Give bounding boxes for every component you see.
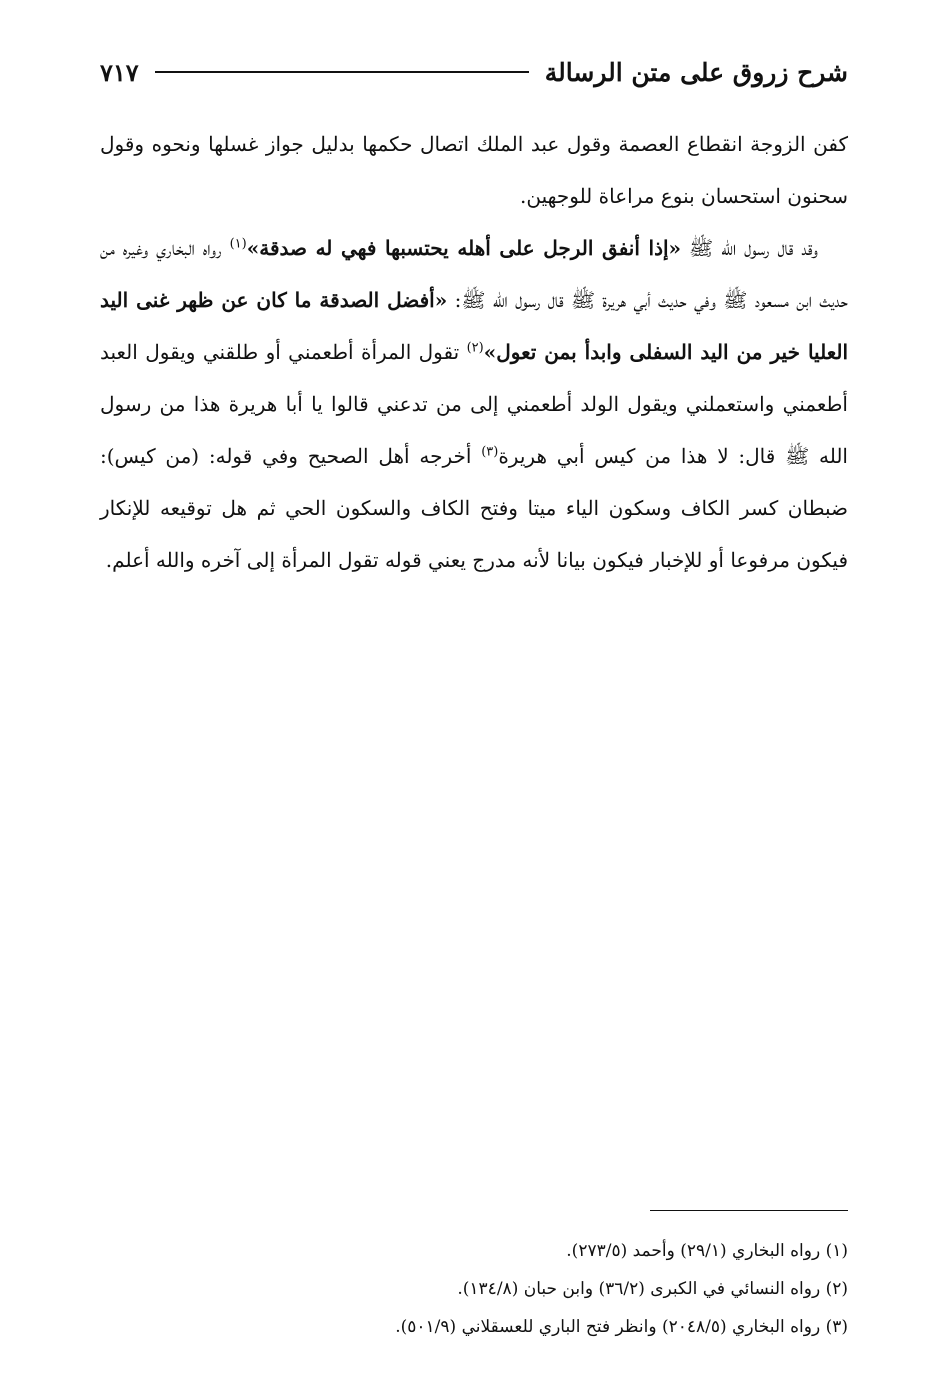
hadith-quote-2: «أفضل الصدقة ما كان عن ظهر غنى اليد العليا خير من اليد السفلى وابدأ بمن تعول» — [100, 288, 848, 364]
text-segment: رواه البخاري وغيره من حديث ابن مسعود ﷺ وفي حديث أبي هريرة ﷺ قال رسول الله ﷺ: — [100, 236, 848, 312]
footnote-ref-1: (١) — [229, 236, 247, 252]
footnote-ref-2: (٢) — [466, 340, 484, 356]
footnote-2: (٢) رواه النسائي في الكبرى (٣٦/٢) وابن حبان (١٣٤/٨). — [457, 1279, 848, 1299]
footnote-separator — [650, 1210, 848, 1211]
header-title: شرح زروق على متن الرسالة — [544, 57, 848, 87]
footnote-1: (١) رواه البخاري (٢٩/١) وأحمد (٢٧٣/٥). — [566, 1241, 848, 1261]
text-segment: أخرجه أهل الصحيح وفي قوله: (من كيس): ضبطان كسر الكاف وسكون الياء ميتا وفتح الكاف والسكون الحي ثم هل توقيعه للإنكار فيكون مرفوعا أو للإخبار فيكون بيانا لأنه مدرج يعني قوله تقول المرأة إلى آخره والله أعلم. — [100, 444, 848, 572]
text-segment: وقد قال رسول الله ﷺ — [681, 236, 818, 260]
hadith-quote-1: «إذا أنفق الرجل على أهله يحتسبها فهي له صدقة» — [246, 236, 682, 260]
footnote-ref-3: (٣) — [481, 444, 499, 460]
paragraph-2 — [100, 222, 848, 586]
page-number: ٧١٧ — [100, 57, 139, 87]
footnote-3: (٣) رواه البخاري (٢٠٤٨/٥) وانظر فتح الباري للعسقلاني (٥٠١/٩). — [395, 1317, 848, 1337]
main-text — [100, 118, 848, 586]
paragraph-1: كفن الزوجة انقطاع العصمة وقول عبد الملك اتصال حكمها بدليل جواز غسلها ونحوه وقول سحنون استحسان بنوع مراعاة للوجهين. — [100, 132, 848, 208]
running-header — [100, 52, 848, 92]
footnotes — [100, 1232, 848, 1346]
text-segment: تقول المرأة أطعمني أو طلقني ويقول العبد أطعمني واستعملني ويقول الولد أطعمني إلى من تدعني قالوا يا أبا هريرة هذا من رسول الله ﷺ قال: لا هذا من كيس أبي هريرة — [100, 340, 848, 468]
header-rule — [155, 71, 529, 73]
